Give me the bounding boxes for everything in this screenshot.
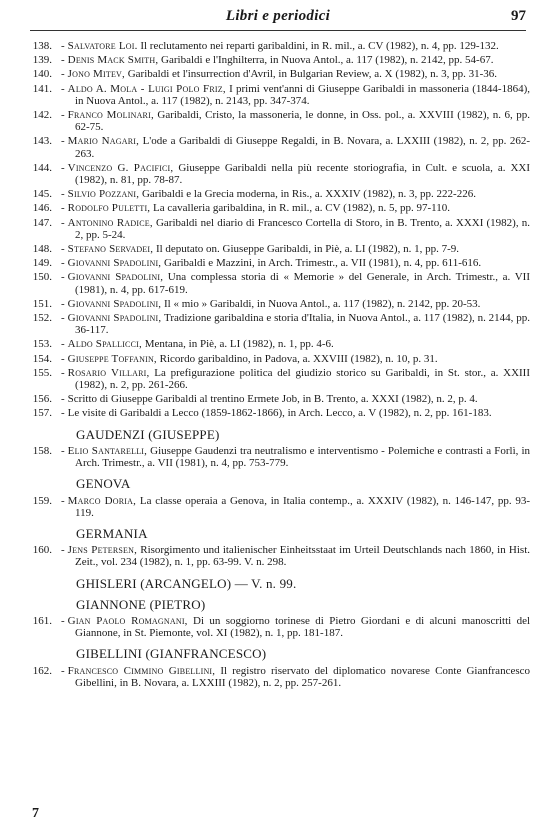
entry-number: 141. — [32, 82, 52, 95]
entry-citation: La cavalleria garibaldina, in R. mil., a. CV (1982), n. 5, pp. 97-110. — [153, 202, 450, 215]
entry-author: Marco Doria, — [67, 494, 137, 507]
entry-citation: Garibaldi, Cristo, la massoneria, le donne, in Oss. pol., a. XXVIII (1982), n. 6, pp. 62-75. — [75, 109, 530, 134]
bibliography-entry — [20, 188, 530, 200]
entry-number: 153. — [32, 338, 52, 351]
entry-number: 157. — [32, 407, 52, 420]
entry-citation: Il reclutamento nei reparti garibaldini, in R. mil., a. CV (1982), n. 4, pp. 129-132. — [140, 40, 499, 52]
bibliography-entry — [20, 495, 530, 519]
entry-dash: - — [61, 82, 65, 95]
entry-author: Vincenzo G. Pacifici, — [67, 161, 174, 174]
bibliography-entry — [20, 393, 530, 405]
entry-dash: - — [61, 614, 65, 627]
entry-citation: La classe operaia a Genova, in Italia contemp., a. XXXIV (1982), n. 146-147, pp. 93-119. — [75, 494, 531, 519]
entry-dash: - — [61, 338, 65, 351]
entry-number: 139. — [32, 54, 52, 67]
entry-author: Franco Molinari, — [67, 109, 154, 122]
entry-number: 161. — [32, 614, 52, 627]
bibliography-entry — [20, 217, 530, 241]
entry-dash: - — [61, 407, 65, 420]
entry-number: 154. — [32, 352, 52, 365]
bibliography-entry — [20, 271, 530, 295]
entry-citation: Scritto di Giuseppe Garibaldi al trentino Ermete Job, in B. Trento, a. XXXI (1982), n. 2, p. 4. — [67, 393, 478, 406]
entry-dash: - — [61, 135, 65, 148]
entry-author: Francesco Cimmino Gibellini, — [67, 664, 216, 677]
entry-author: Rosario Villari, — [67, 366, 150, 379]
bibliography-entry — [20, 665, 530, 689]
entry-citation: Risorgimento und italienischer Einheitsstaat im Urteil Deutschlands nach 1860, in Hist. Zeit., vol. 234 (1982), n. 1, pp. 63-99. V. n. 298. — [75, 544, 531, 569]
running-title: Libri e periodici — [225, 8, 331, 24]
bibliography-entry — [20, 615, 530, 639]
bibliography-entry — [20, 135, 530, 159]
bibliography-entry — [20, 353, 530, 365]
entry-number: 144. — [32, 161, 52, 174]
entry-dash: - — [61, 54, 65, 67]
entry-dash: - — [61, 109, 65, 122]
garibaldi-entries — [20, 40, 530, 420]
footer-signature-mark: 7 — [32, 806, 39, 821]
bibliography-entry — [20, 40, 530, 52]
entry-author: Mario Nagari, — [67, 135, 140, 148]
entry-number: 159. — [32, 494, 52, 507]
bibliography-entry — [20, 162, 530, 186]
entry-dash: - — [61, 68, 65, 81]
section-heading: GAUDENZI (GIUSEPPE) — [76, 426, 220, 442]
bibliography-entry — [20, 544, 530, 568]
entry-author: Rodolfo Puletti, — [67, 202, 151, 215]
entry-dash: - — [61, 243, 65, 256]
entry-dash: - — [61, 202, 65, 215]
entry-dash: - — [61, 257, 65, 270]
entry-citation: Garibaldi e l'Inghilterra, in Nuova Antol., a. 117 (1982), n. 2142, pp. 54-67. — [161, 54, 494, 67]
entry-dash: - — [61, 366, 65, 379]
entry-citation: Il « mio » Garibaldi, in Nuova Antol., a. 117 (1982), n. 2142, pp. 20-53. — [164, 297, 481, 310]
entry-number: 138. — [32, 40, 52, 52]
entry-citation: Giuseppe Gaudenzi tra neutralismo e interventismo - Polemiche e contrasti a Forlì, in Arch. Trimestr., a. VII (1981), n. 4, pp. 753-779. — [75, 444, 530, 470]
bibliography-entry — [20, 338, 530, 350]
entry-dash: - — [61, 544, 65, 557]
bibliography-entry — [20, 109, 530, 133]
entry-citation: Mentana, in Piè, a. LI (1982), n. 1, pp. 4-6. — [144, 338, 334, 351]
entry-number: 149. — [32, 257, 52, 270]
entry-citation: Garibaldi e Mazzini, in Arch. Trimestr., a. VII (1981), n. 4, pp. 611-616. — [164, 257, 482, 270]
entry-dash: - — [61, 188, 65, 201]
entry-citation: I primi vent'anni di Giuseppe Garibaldi in massoneria (1844-1864), in Nuova Antol., a. 117 (1982), n. 2143, pp. 347-374. — [75, 82, 531, 107]
entry-author: Giovanni Spadolini, — [67, 297, 162, 310]
entry-author: Gian Paolo Romagnani, — [67, 614, 188, 627]
entry-citation: Il deputato on. Giuseppe Garibaldi, in Piè, a. LI (1982), n. 1, pp. 7-9. — [155, 243, 460, 256]
bibliography-entry — [20, 298, 530, 310]
entry-author: Elio Santarelli, — [67, 444, 148, 457]
section-heading: GERMANIA — [76, 525, 148, 541]
entry-author: Giovanni Spadolini, — [67, 257, 162, 270]
section-heading: GIANNONE (PIETRO) — [76, 596, 206, 612]
entry-citation: Una complessa storia di « Memorie » del Generale, in Arch. Trimestr., a. VII (1981), n. 4, pp. 617-619. — [75, 271, 531, 296]
entry-number: 147. — [32, 216, 52, 229]
entry-number: 142. — [32, 109, 52, 122]
page-header — [30, 8, 526, 31]
entry-citation: Garibaldi e la Grecia moderna, in Ris., a. XXXIV (1982), n. 3, pp. 222-226. — [141, 188, 476, 201]
bibliography-entry — [20, 407, 530, 419]
entry-citation: Le visite di Garibaldi a Lecco (1859-1862-1866), in Arch. Lecco, a. V (1982), n. 2, pp. 161-183. — [67, 407, 492, 420]
entry-dash: - — [61, 271, 65, 284]
entry-dash: - — [61, 393, 65, 406]
entry-dash: - — [61, 352, 65, 365]
bibliography-entry — [20, 257, 530, 269]
entry-number: 162. — [32, 664, 52, 677]
entry-citation: Di un soggiorno torinese di Pietro Giordani e di alcuni manoscritti del Giannone, in St. Piemonte, vol. XI (1982), n. 1, pp. 181-187. — [75, 614, 531, 640]
entry-citation: Il registro riservato del diplomatico novarese Conte Gianfrancesco Gibellini, in B. Novara, a. LXXIII (1982), n. 2, pp. 257-261. — [75, 664, 530, 689]
entry-author: Stefano Servadei, — [67, 243, 154, 256]
entry-number: 155. — [32, 366, 52, 379]
entry-citation: La prefigurazione politica del giudizio storico su Garibaldi, in St. stor., a. XXIII (1982), n. 2, pp. 261-266. — [75, 366, 530, 392]
entry-citation: Tradizione garibaldina e storia d'Italia, in Nuova Antol., a. 117 (1982), n. 2144, pp. 36-117. — [75, 312, 531, 337]
entry-number: 151. — [32, 297, 52, 310]
entry-number: 152. — [32, 312, 52, 325]
entry-citation: Garibaldi et l'insurrection d'Avril, in Bulgarian Review, a. X (1982), n. 3, pp. 31-36. — [127, 68, 498, 81]
entry-dash: - — [61, 161, 65, 174]
entry-dash: - — [61, 664, 65, 677]
entry-dash: - — [61, 40, 65, 52]
entry-number: 145. — [32, 188, 52, 201]
subject-sections — [20, 426, 531, 689]
entry-citation: L'ode a Garibaldi di Giuseppe Regaldi, in B. Novara, a. LXXIII (1982), n. 2, pp. 262-263. — [75, 135, 530, 160]
bibliography-entry — [20, 202, 530, 214]
entry-dash: - — [61, 494, 65, 507]
entry-dash: - — [61, 216, 65, 229]
entry-author: Aldo A. Mola - Luigi Polo Friz, — [67, 82, 226, 95]
entry-citation: Ricordo garibaldino, in Padova, a. XXVIII (1982), n. 10, p. 31. — [159, 352, 438, 365]
bibliography-entry — [20, 312, 530, 336]
entry-number: 146. — [32, 202, 52, 215]
entry-author: Giuseppe Toffanin, — [67, 352, 157, 365]
bibliography-entry — [20, 83, 530, 107]
entry-author: Silvio Pozzani, — [67, 188, 140, 201]
page-number: 97 — [511, 8, 526, 24]
section-heading: GHISLERI (ARCANGELO) — V. n. 99. — [76, 575, 297, 591]
bibliography-entry — [20, 445, 530, 469]
bibliography-entry — [20, 367, 530, 391]
entry-author: Jens Petersen, — [67, 544, 138, 557]
entry-number: 143. — [32, 135, 52, 148]
entry-author: Aldo Spallicci, — [67, 338, 142, 351]
section-heading: GIBELLINI (GIANFRANCESCO) — [76, 646, 267, 662]
entry-number: 140. — [32, 68, 52, 81]
section-heading: GENOVA — [76, 476, 131, 492]
entry-citation: Giuseppe Garibaldi nella più recente storiografia, in Cult. e scuola, a. XXI (1982), n. 81, pp. 78-87. — [75, 161, 530, 187]
entry-author: Salvatore Loi. — [67, 40, 138, 52]
bibliography-entry — [20, 54, 530, 66]
entry-author: Denis Mack Smith, — [67, 54, 159, 67]
entry-author: Giovanni Spadolini, — [67, 312, 162, 325]
entry-number: 150. — [32, 271, 52, 284]
entry-number: 160. — [32, 544, 52, 557]
bibliography-entry — [20, 68, 530, 80]
entry-dash: - — [61, 312, 65, 325]
entry-number: 158. — [32, 444, 52, 457]
bibliography-list — [20, 40, 530, 691]
bibliography-entry — [20, 243, 530, 255]
entry-citation: Garibaldi nel diario di Francesco Cortella di Storo, in B. Trento, a. XXXI (1982), n. 2, pp. 5-24. — [75, 216, 530, 241]
entry-number: 156. — [32, 393, 52, 406]
entry-dash: - — [61, 444, 65, 457]
entry-author: Jono Mitev, — [67, 68, 125, 81]
entry-author: Giovanni Spadolini, — [67, 271, 164, 284]
entry-author: Antonino Radice, — [67, 216, 153, 229]
entry-dash: - — [61, 297, 65, 310]
entry-number: 148. — [32, 243, 52, 256]
